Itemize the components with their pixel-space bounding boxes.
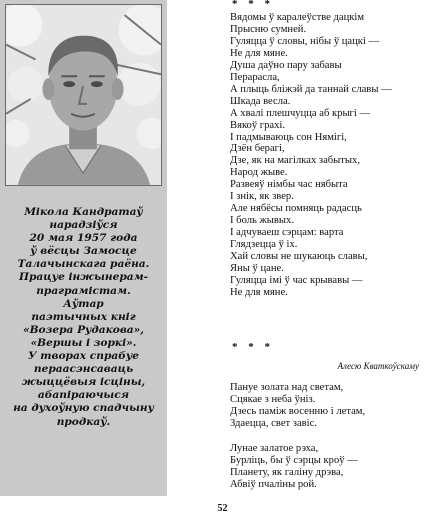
bio-line: жыццёвыя ісціны, <box>21 376 146 389</box>
poem-line: І падмываюць сон Нямігі, <box>230 131 347 143</box>
bio-line: Аўтар <box>63 297 104 310</box>
poem-line: Вядомы ў каралеўстве дацкім <box>230 12 365 23</box>
poem-line: Лунае залатое рэха, <box>230 443 319 454</box>
poem-line: І боль жывых. <box>230 215 294 227</box>
bio-line: «Возера Рудакова», <box>22 323 144 336</box>
poem-text <box>230 12 392 299</box>
poem-line: Дзе, як на магілках забытых, <box>230 155 360 167</box>
poem-line: Дзесь паміж восенню і летам, <box>230 406 366 417</box>
poem-line: А хвалі плешчуцца аб крыгі — <box>230 107 371 119</box>
bio-line: нарадзіўся <box>49 219 118 232</box>
section-separator: * * * <box>232 341 274 353</box>
section-separator: * * * <box>232 0 274 10</box>
bio-line: праграмістам. <box>36 284 131 297</box>
poem-line: І знік, як звер. <box>230 191 294 203</box>
bio-line: паэтычных кніг <box>31 310 136 323</box>
poem-line: Планету, як галіну дрэва, <box>230 467 344 478</box>
poem-line: А плыць бліжэй да таннай славы — <box>230 83 392 95</box>
poem-line: Пануе золата над светам, <box>230 382 344 393</box>
bio-line: «Вершы і зоркі». <box>30 336 137 349</box>
poem-line: Прысню сумней. <box>230 23 307 35</box>
poem-line: Сцякае з неба ўніз. <box>230 394 316 405</box>
bio-line: ў вёсцы Замосце <box>30 245 137 258</box>
poem-line: Яны ў цане. <box>230 263 284 275</box>
bio-line: У творах спрабуе <box>28 350 139 363</box>
bio-line: абапіраючыся <box>37 389 130 402</box>
poem-line: Народ жыве. <box>230 167 288 179</box>
poem-line: Хай словы не шукаюць славы, <box>230 251 368 263</box>
poem-line: Бурліць, бы ў сэрцы кроў — <box>230 455 358 466</box>
poem-line: І адчуваеш сэрцам: варта <box>230 227 344 239</box>
author-portrait <box>5 4 162 186</box>
poem-line: Душа даўно пару забавы <box>230 59 342 71</box>
poem-line: Шкада весла. <box>230 95 291 107</box>
poem-line: Але нябёсы помняць радасць <box>230 203 362 215</box>
bio-line: Талачынскага раёна. <box>17 258 150 271</box>
poem-line: Не для мяне. <box>230 286 288 298</box>
poem-line: Дзён берагі, <box>230 143 285 155</box>
poem-line: Глядзецца ў іх. <box>230 239 298 251</box>
bio-line: продкаў. <box>56 415 111 428</box>
poem-line: Перарасла, <box>230 71 280 83</box>
bio-line: Працуе інжынерам- <box>18 271 149 284</box>
bio-line: Мікола Кандратаў <box>24 206 143 218</box>
bio-line: пераасэнсаваць <box>33 363 134 376</box>
portrait-photo <box>6 5 161 185</box>
poem-line: Развеяў німбы час нябыта <box>230 179 348 191</box>
bio-line: на духоўную спадчыну <box>13 402 154 415</box>
poem-line: Гуляцца ў словы, нібы ў цацкі — <box>230 35 380 47</box>
poem-line: Абвіў пчаліны рой. <box>230 479 317 490</box>
bio-line: 20 мая 1957 года <box>29 232 138 245</box>
poem-stanza <box>230 443 358 491</box>
poem-stanza <box>230 382 365 430</box>
author-biography <box>4 206 163 429</box>
poem-line: Не для мяне. <box>230 47 288 59</box>
poem-line: Гуляцца імі ў час крывавы — <box>230 274 363 286</box>
poem-line: Здаецца, свет завіс. <box>230 418 317 429</box>
poem-dedication: Алесю Кваткоўскаму <box>337 361 419 371</box>
page-number: 52 <box>217 503 228 514</box>
author-bio-panel <box>0 0 167 496</box>
poem-line: Вякоў грахі. <box>230 119 286 131</box>
